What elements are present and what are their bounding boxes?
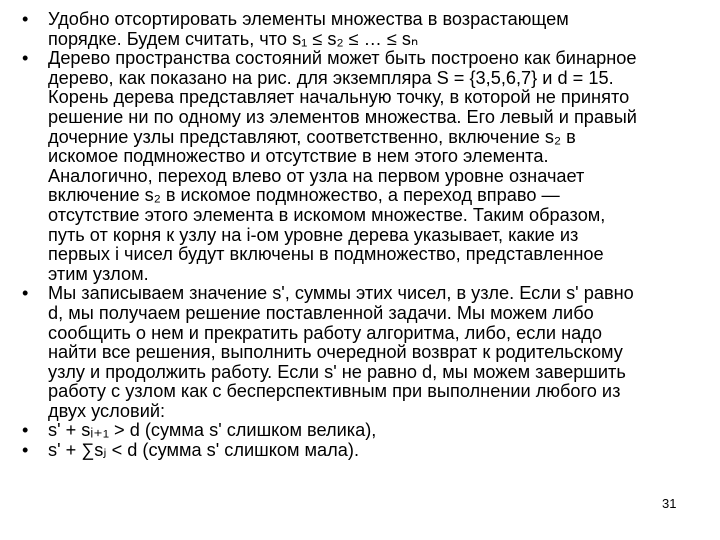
text-line: первых i чисел будут включены в подмножество, представленное (48, 244, 604, 265)
text-line: Аналогично, переход влево от узла на первом уровне означает (48, 165, 585, 186)
text-line: найти все решения, выполнить очередной возврат к родительскому (48, 342, 623, 363)
bullet-dot-icon: • (22, 283, 29, 304)
bullet-dot-icon: • (22, 440, 29, 461)
text-line: дерево, как показано на рис. для экземпляра S = {3,5,6,7} и d = 15. (48, 67, 614, 88)
bullet-item (20, 441, 700, 461)
text-line: Удобно отсортировать элементы множества в возрастающем (48, 9, 569, 29)
text-line: Корень дерева представляет начальную точку, в которой не принято (48, 87, 630, 108)
bullet-item (20, 10, 700, 49)
page-number: 31 (662, 496, 677, 511)
text-line: отсутствие этого элемента в искомом множестве. Таким образом, (48, 204, 606, 225)
text-line: порядке. Будем считать, что s₁ ≤ s₂ ≤ … ≤ sₙ (48, 28, 419, 49)
bullet-dot-icon: • (22, 9, 29, 29)
bullet-list (20, 10, 700, 461)
text-line: s' + ∑sⱼ < d (сумма s' слишком мала). (48, 440, 360, 461)
text-line: узлу и продолжить работу. Если s' не равно d, мы можем завершить (48, 361, 626, 382)
text-line: путь от корня к узлу на i-ом уровне дерева указывает, какие из (48, 224, 579, 245)
text-line: d, мы получаем решение поставленной задачи. Мы можем либо (48, 302, 594, 323)
text-line: работу с узлом как с бесперспективным при выполнении любого из (48, 381, 621, 402)
text-line: дочерние узлы представляют, соответственно, включение s₂ в (48, 126, 576, 147)
bullet-dot-icon: • (22, 48, 29, 69)
bullet-item (20, 284, 700, 421)
bullet-item (20, 49, 700, 284)
text-line: s' + sᵢ₊₁ > d (сумма s' слишком велика), (48, 420, 377, 441)
text-line: сообщить о нем и прекратить работу алгоритма, либо, если надо (48, 322, 603, 343)
text-line: решение ни по одному из элементов множества. Его левый и правый (48, 106, 637, 127)
text-line: Мы записываем значение s', суммы этих чисел, в узле. Если s' равно (48, 283, 634, 304)
text-line: Дерево пространства состояний может быть построено как бинарное (48, 48, 637, 69)
bullet-item (20, 421, 700, 441)
text-line: двух условий: (48, 400, 166, 421)
text-line: включение s₂ в искомое подмножество, а переход вправо — (48, 185, 560, 206)
text-line: этим узлом. (48, 263, 149, 284)
text-line: искомое подмножество и отсутствие в нем этого элемента. (48, 146, 549, 167)
bullet-dot-icon: • (22, 420, 29, 441)
